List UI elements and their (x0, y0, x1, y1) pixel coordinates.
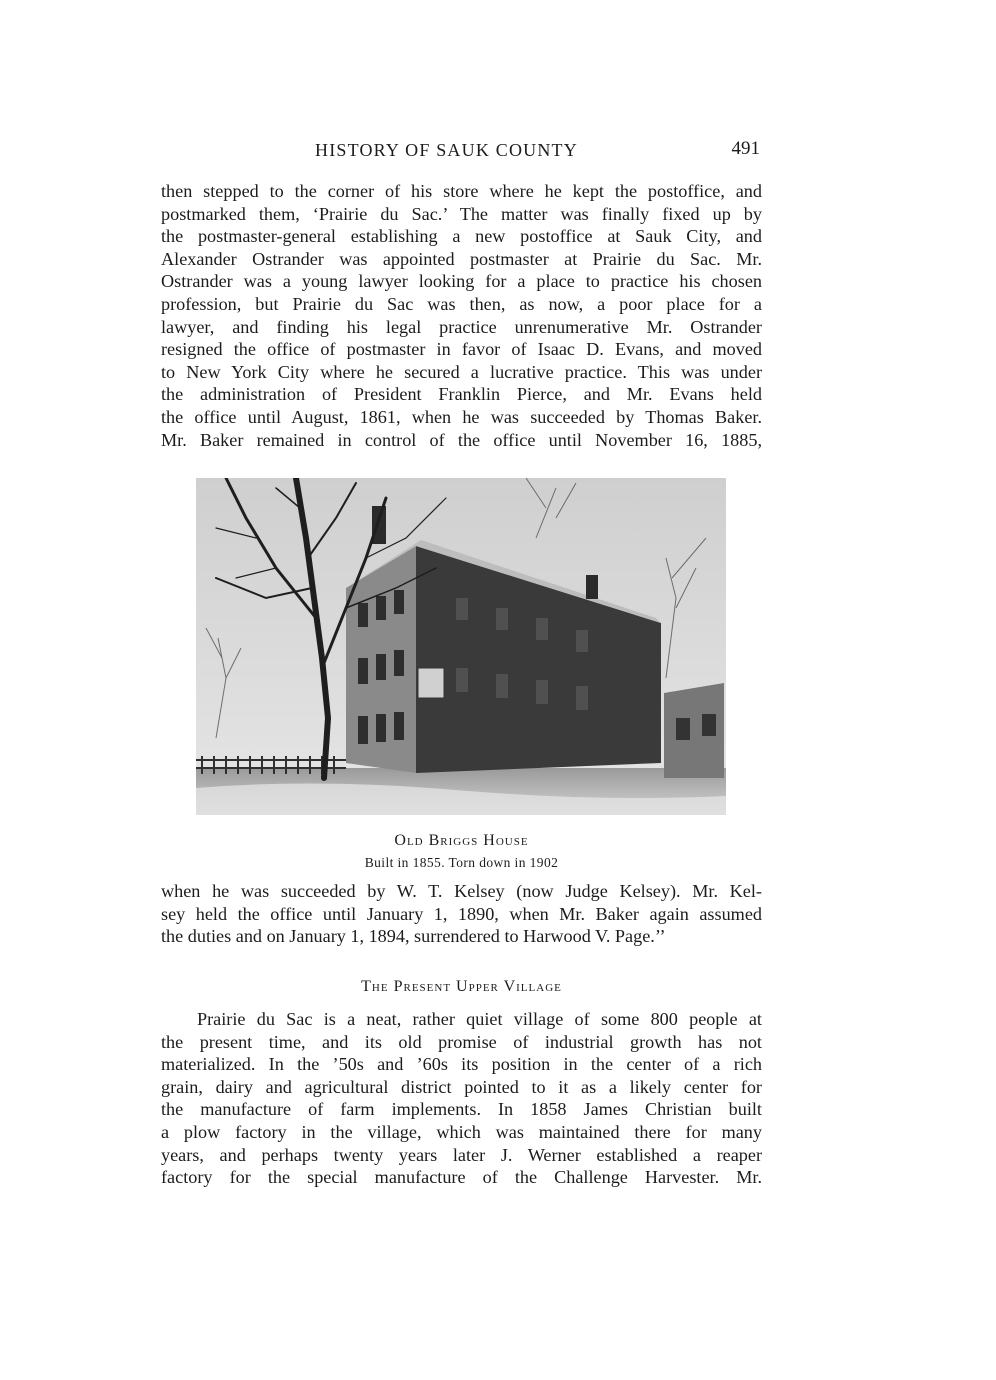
briggs-house-photo (196, 478, 726, 815)
figure-caption-subtitle: Built in 1855. Torn down in 1902 (364, 855, 559, 870)
text-line: the administration of President Franklin Pierce, and Mr. Evans held (161, 384, 762, 405)
text-line: materialized. In the ’50s and ’60s its position in the center of a rich (161, 1054, 762, 1075)
paragraph-postoffice-history (161, 180, 762, 451)
text-line: grain, dairy and agricultural district pointed to it as a likely center for (161, 1076, 762, 1097)
text-line: a plow factory in the village, which was maintained there for many (161, 1121, 762, 1142)
text-line: sey held the office until January 1, 1890, when Mr. Baker again assumed (161, 903, 762, 924)
text-line: when he was succeeded by W. T. Kelsey (now Judge Kelsey). Mr. Kel- (161, 881, 762, 901)
text-line: Ostrander was a young lawyer looking for a place to practice his chosen (161, 271, 762, 292)
text-line: the office until August, 1861, when he was succeeded by Thomas Baker. (161, 406, 762, 427)
text-line: years, and perhaps twenty years later J. Werner established a reaper (161, 1144, 762, 1165)
section-heading: The Present Upper Village (361, 978, 562, 995)
text-line: profession, but Prairie du Sac was then, as now, a poor place for a (161, 293, 762, 314)
text-line: resigned the office of postmaster in favor of Isaac D. Evans, and moved (161, 339, 762, 360)
text-line: Alexander Ostrander was appointed postmaster at Prairie du Sac. Mr. (161, 248, 762, 269)
text-line: Prairie du Sac is a neat, rather quiet village of some 800 people at (197, 1009, 762, 1029)
text-line: the present time, and its old promise of industrial growth has not (161, 1031, 762, 1052)
page-number: 491 (731, 138, 760, 159)
running-head (160, 138, 760, 168)
text-line: the duties and on January 1, 1894, surrendered to Harwood V. Page.’’ (161, 926, 666, 947)
briggs-house-illustration (196, 478, 726, 815)
text-line: factory for the special manufacture of the Challenge Harvester. Mr. (161, 1167, 762, 1188)
text-line: lawyer, and finding his legal practice unrenumerative Mr. Ostrander (161, 316, 762, 337)
paragraph-postmasters (161, 880, 762, 948)
text-line: Mr. Baker remained in control of the office until November 16, 1885, (161, 429, 762, 450)
text-line: the manufacture of farm implements. In 1858 James Christian built (161, 1099, 762, 1120)
running-title: HISTORY OF SAUK COUNTY (315, 140, 578, 160)
text-line: then stepped to the corner of his store where he kept the postoffice, and (161, 181, 762, 201)
figure-caption-title: Old Briggs House (394, 832, 529, 849)
text-line: the postmaster-general establishing a new postoffice at Sauk City, and (161, 226, 762, 247)
paragraph-upper-village (161, 1008, 762, 1189)
text-line: postmarked them, ‘Prairie du Sac.’ The matter was finally fixed up by (161, 203, 762, 224)
text-line: to New York City where he secured a lucrative practice. This was under (161, 361, 762, 382)
